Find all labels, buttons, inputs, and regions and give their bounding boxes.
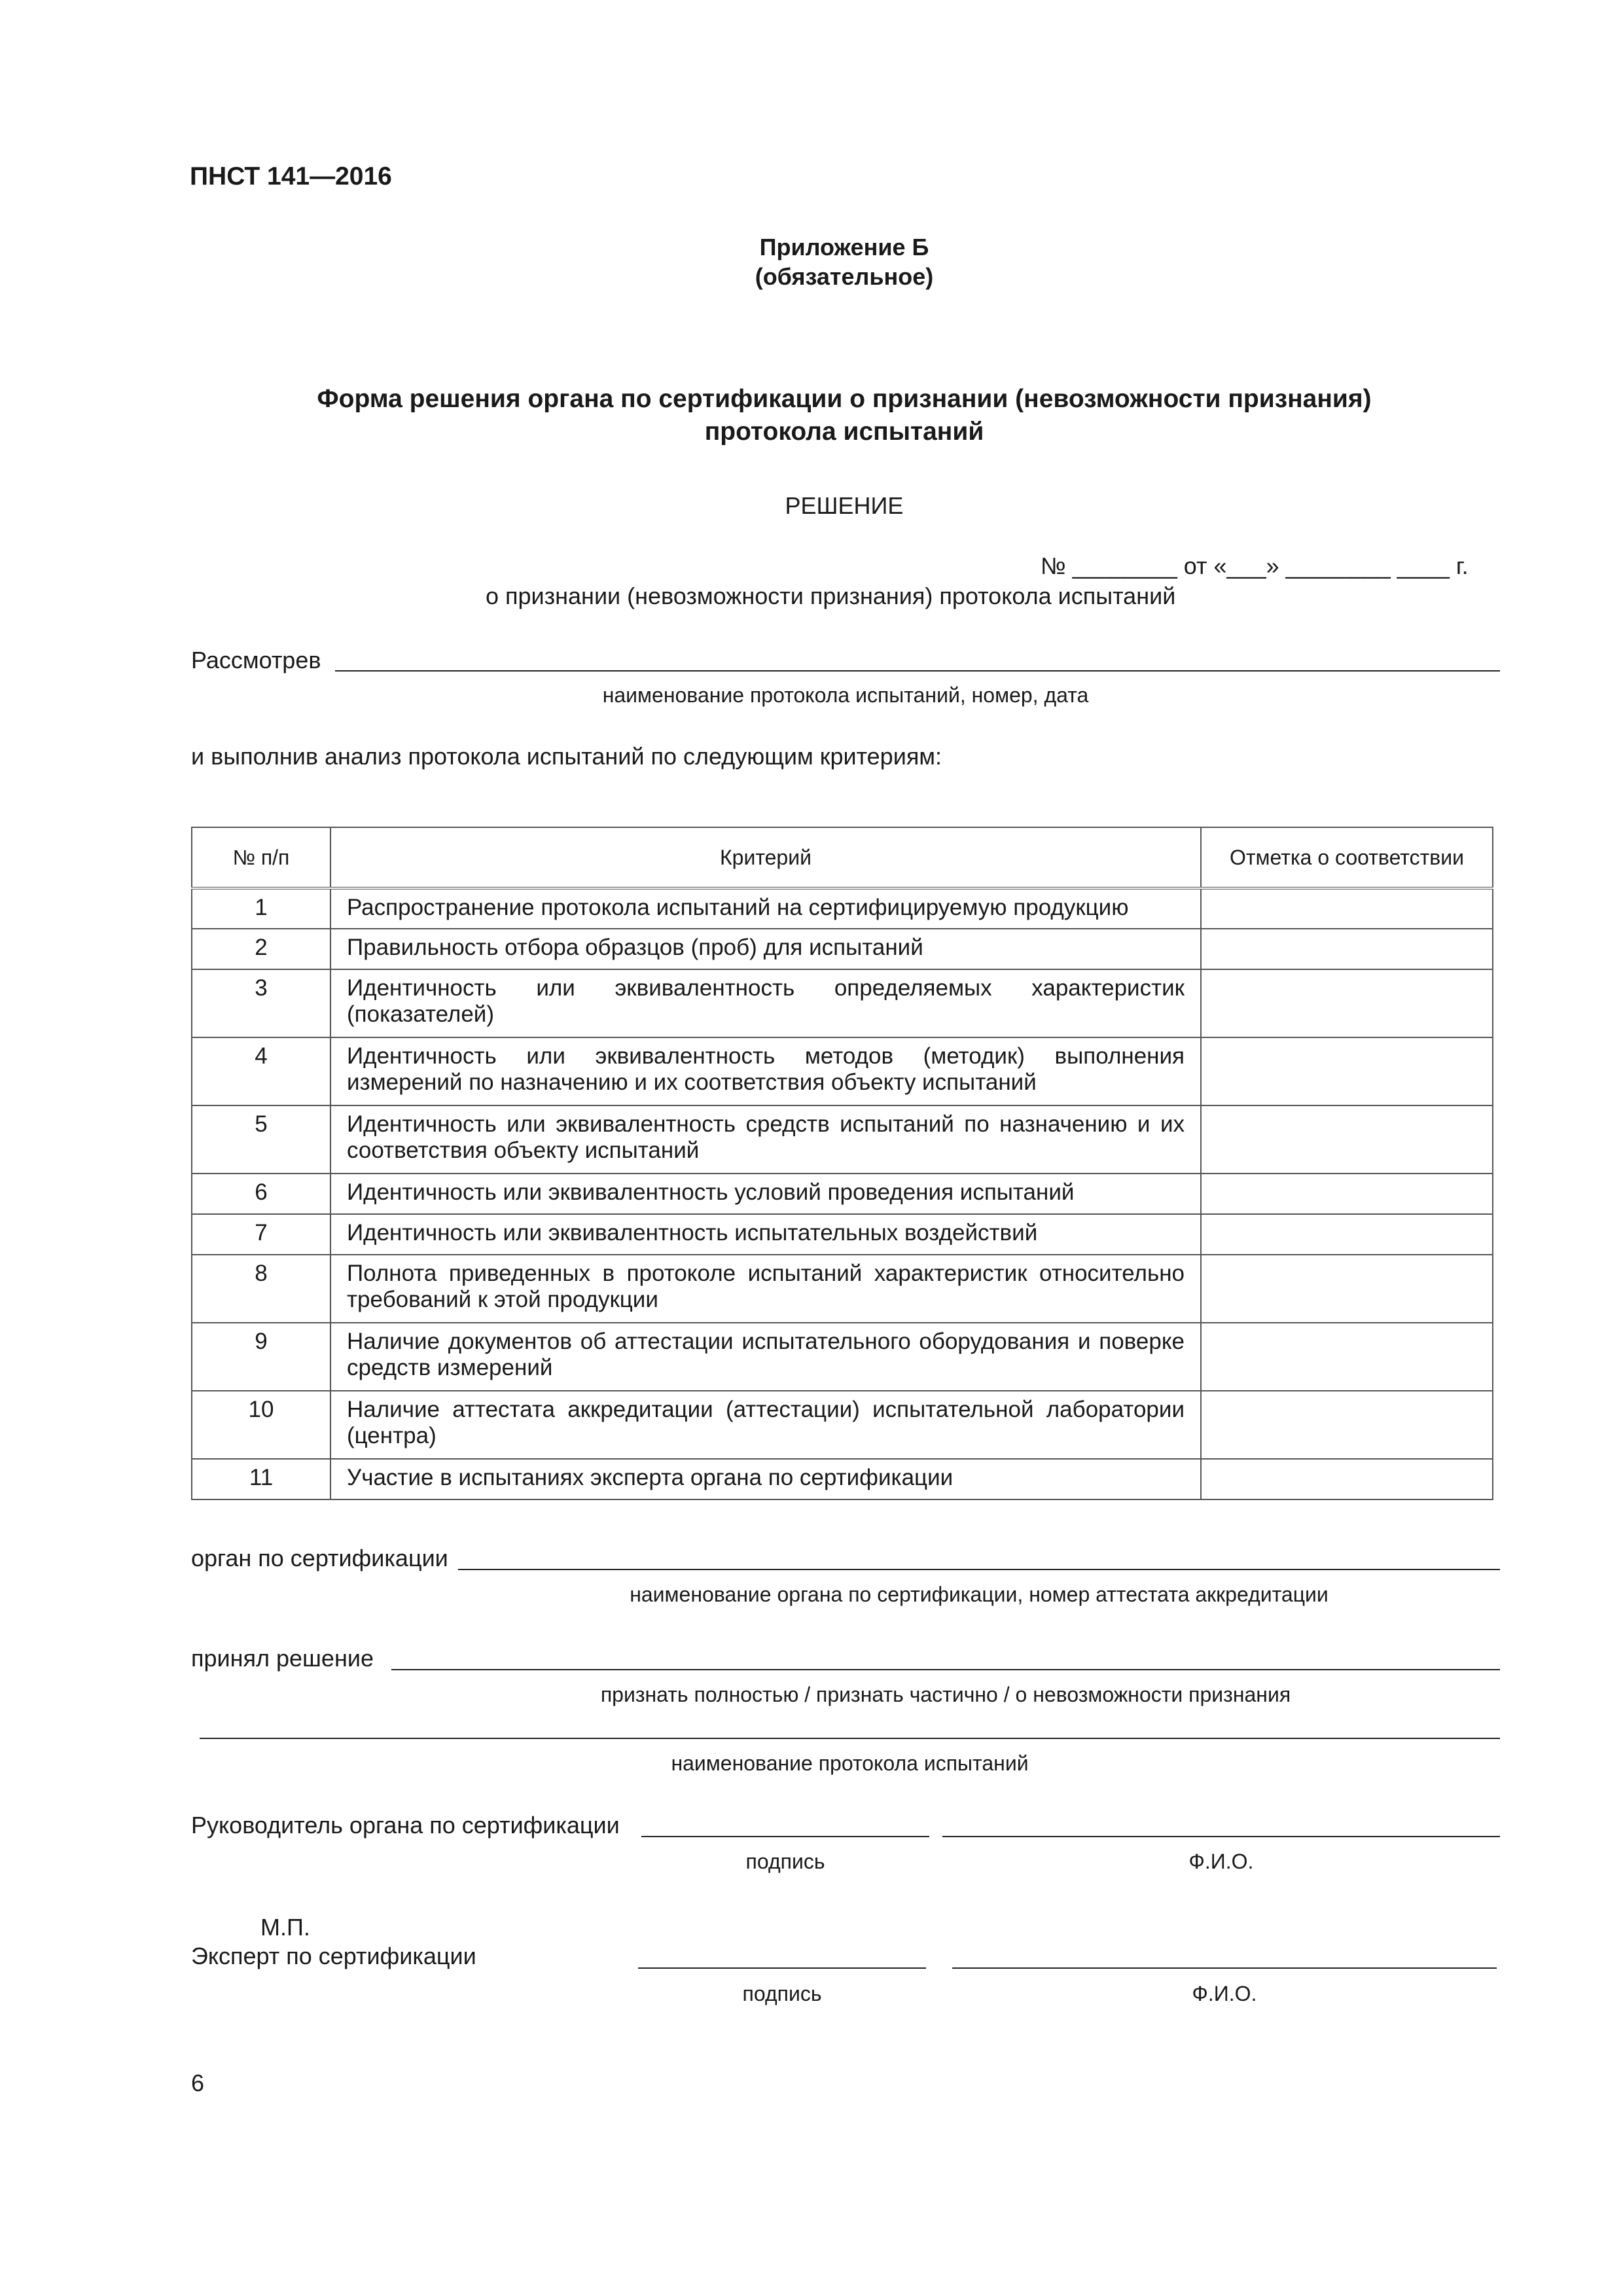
row-mark-cell[interactable] [1201,888,1493,929]
table-header-row [192,827,1493,888]
row-criterion: Правильность отбора образцов (проб) для испытаний [330,929,1201,969]
considered-field[interactable] [335,670,1500,672]
row-mark-cell[interactable] [1201,1037,1493,1105]
decision-heading: РЕШЕНИЕ [785,492,904,519]
protocol-name-field[interactable] [200,1738,1500,1739]
row-mark-cell[interactable] [1201,1459,1493,1499]
row-criterion: Участие в испытаниях эксперта органа по сертификации [330,1459,1201,1499]
row-num: 5 [192,1105,330,1174]
cert-body-caption: наименование органа по сертификации, номер аттестата аккредитации [630,1583,1329,1606]
row-mark-cell[interactable] [1201,1214,1493,1255]
form-title-line-2: протокола испытаний [704,418,984,446]
analysis-text: и выполнив анализ протокола испытаний по следующим критериям: [191,743,942,770]
head-name-caption: Ф.И.О. [1188,1850,1254,1873]
table-row [192,1459,1493,1499]
considered-caption: наименование протокола испытаний, номер, дата [602,683,1089,707]
row-criterion: Идентичность или эквивалентность средств испытаний по назначению и их соответствия объекту испытаний [330,1105,1201,1174]
expert-name-field[interactable] [952,1967,1497,1969]
row-num: 9 [192,1323,330,1391]
expert-name-caption: Ф.И.О. [1192,1982,1257,2005]
expert-label: Эксперт по сертификации [191,1943,476,1969]
row-mark-cell[interactable] [1201,1105,1493,1174]
row-num: 1 [192,888,330,929]
page-number: 6 [191,2070,205,2096]
table-row [192,1391,1493,1459]
protocol-name-caption: наименование протокола испытаний [671,1751,1029,1775]
row-mark-cell[interactable] [1201,1255,1493,1323]
row-num: 10 [192,1391,330,1459]
row-criterion: Идентичность или эквивалентность методов (методик) выполнения измерений по назначению и их соответствия объекту испытаний [330,1037,1201,1105]
row-num: 11 [192,1459,330,1499]
row-mark-cell[interactable] [1201,1323,1493,1391]
row-num: 3 [192,969,330,1037]
document-code: ПНСТ 141—2016 [190,162,392,190]
expert-signature-field[interactable] [638,1967,926,1969]
row-mark-cell[interactable] [1201,929,1493,969]
annex-title: Приложение Б [759,234,929,260]
row-num: 7 [192,1214,330,1255]
table-row [192,1037,1493,1105]
head-label: Руководитель органа по сертификации [191,1812,620,1839]
row-mark-cell[interactable] [1201,1174,1493,1214]
row-criterion: Наличие документов об аттестации испытательного оборудования и поверке средств измерений [330,1323,1201,1391]
head-name-field[interactable] [942,1836,1500,1837]
annex-type: (обязательное) [755,263,934,290]
form-title [0,383,1623,448]
decision-subject: о признании (невозможности признания) протокола испытаний [486,583,1176,609]
row-num: 4 [192,1037,330,1105]
row-criterion: Полнота приведенных в протоколе испытаний характеристик относительно требований к этой продукции [330,1255,1201,1323]
header-num: № п/п [192,827,330,888]
row-num: 8 [192,1255,330,1323]
header-criterion: Критерий [330,827,1201,888]
head-signature-caption: подпись [745,1850,825,1873]
table-row [192,929,1493,969]
decision-field[interactable] [391,1669,1500,1670]
row-criterion: Наличие аттестата аккредитации (аттестации) испытательной лаборатории (центра) [330,1391,1201,1459]
table-row [192,888,1493,929]
row-criterion: Идентичность или эквивалентность испытательных воздействий [330,1214,1201,1255]
annex-heading [0,232,1623,291]
table-row [192,1323,1493,1391]
table-row [192,1255,1493,1323]
stamp-place: М.П. [260,1914,310,1941]
header-mark: Отметка о соответствии [1201,827,1493,888]
head-signature-field[interactable] [641,1836,929,1837]
table-row [192,1214,1493,1255]
decision-caption: признать полностью / признать частично / о невозможности признания [600,1683,1291,1706]
cert-body-field[interactable] [458,1569,1500,1570]
table-row [192,969,1493,1037]
row-num: 2 [192,929,330,969]
expert-signature-caption: подпись [742,1982,822,2005]
row-mark-cell[interactable] [1201,1391,1493,1459]
form-title-line-1: Форма решения органа по сертификации о признании (невозможности признания) [317,385,1372,413]
row-mark-cell[interactable] [1201,969,1493,1037]
table-row [192,1105,1493,1174]
row-criterion: Идентичность или эквивалентность условий проведения испытаний [330,1174,1201,1214]
row-criterion: Распространение протокола испытаний на сертифицируемую продукцию [330,888,1201,929]
decision-label: принял решение [191,1645,374,1672]
criteria-table [191,827,1493,1500]
decision-number-line: № ________ от «___» ________ ____ г. [1041,552,1469,579]
row-criterion: Идентичность или эквивалентность определяемых характеристик (показателей) [330,969,1201,1037]
row-num: 6 [192,1174,330,1214]
table-row [192,1174,1493,1214]
considered-label: Рассмотрев [191,647,321,673]
cert-body-label: орган по сертификации [191,1545,448,1571]
